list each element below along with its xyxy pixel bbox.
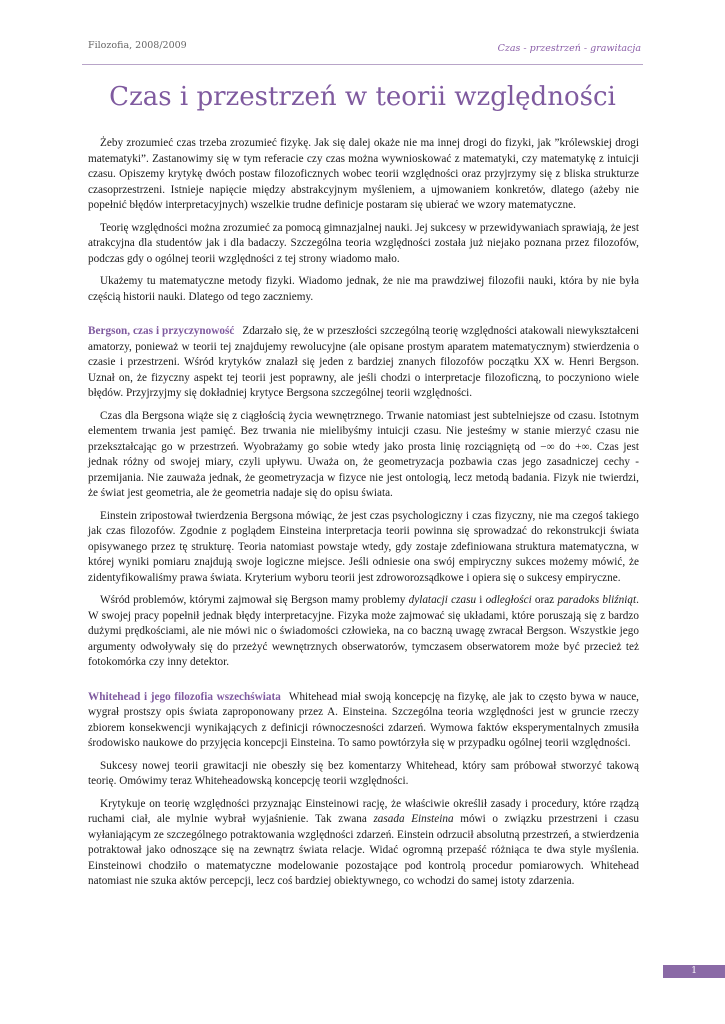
running-header-right: Czas - przestrzeń - grawitacja	[497, 43, 641, 54]
intro-paragraph-3: Ukażemy tu matematyczne metody fizyki. Wiadomo jednak, że nie ma prawdziwej filozofii nauki, która by nie była częścią historii nauki. Dlatego od tego zaczniemy.	[88, 275, 639, 303]
bergson-paragraph-3: Einstein zripostował twierdzenia Bergsona mówiąc, że jest czas psychologiczny i czas fizyczny, nie ma czegoś takiego jak czas filozofów. Zgodnie z poglądem Einsteina interpretacja teorii powinna się sprowadzać do rekonstrukcji świata opisywanego przez tę strukturę. Teoria natomiast powstaje wtedy, gdy zostaje zdefiniowana struktura matematyczna, w której wyniki pomiaru znajdują swoje logiczne miejsce. Jeśli odniesie ona swój empiryczny sukces możemy mówić, że zidentyfikowaliśmy prawa świata. Kryterium wyboru teorii jest zdroworozsądkowe i opiera się o sukcesy empiryczne.	[88, 509, 639, 584]
term-odleglosci: odległości	[485, 594, 532, 606]
section-bergson-lead-text: Zdarzało się, że w przeszłości szczególną teorię względności atakowali niewykształceni amatorzy, ponieważ w teorii tej znajdujemy rewolucyjne (ale opisane prostym aparatem matematycznym) stwierdzenia o czasie i przestrzeni. Wśród krytyków znalazł się jeden z bardziej znanych filozofów początku XX w. Henri Bergson. Uznał on, że fizyczny aspekt tej teorii jest poprawny, ale jeśli chodzi o interpretacje filozoficzną, to poczyniono wiele błędów. Przyjrzyjmy się dokładniej krytyce Bergsona szczególnej teorii względności.	[88, 325, 639, 399]
section-whitehead-lead-text: Whitehead miał swoją koncepcję na fizykę, ale jak to często bywa w nauce, wygrał prostszy opis świata zaproponowany przez A. Einsteina. Szczególna teoria względności jest w gruncie rzeczy zbiorem konsekwencji wynikających z definicji równoczesności zdarzeń. Wymowa faktów eksperymentalnych zmusiła środowisko naukowe do przyjęcia koncepcji Einsteina. To samo powtórzyła się w przypadku ogólnej teorii względności.	[88, 690, 639, 749]
section-whitehead-lead	[88, 690, 639, 752]
bergson-paragraph-4: Wśród problemów, którymi zajmował się Bergson mamy problemy dylatacji czasu i odległości oraz paradoks bliźniąt. W swojej pracy popełnił jednak błędy interpretacyjne. Fizyka może zajmować się układami, które poruszają się z bardzo dużymi prędkościami, ale nie mówi nic o świadomości człowieka, na co baczną uwagę zwracał Bergson. Wszystkie jego argumenty odwoływały się do przeżyć wewnętrznych obserwatorów, tymczasem obserwatorem może być przecież też fotokomórka czy inny detektor.	[88, 594, 639, 668]
running-header-left: Filozofia, 2008/2009	[88, 40, 187, 51]
document-title: Czas i przestrzeń w teorii względności	[109, 82, 616, 112]
section-bergson-lead	[88, 324, 639, 402]
bergson-paragraph-2: Czas dla Bergsona wiąże się z ciągłością życia wewnętrznego. Trwanie natomiast jest subtelniejsze od czasu. Istotnym elementem trwania jest pamięć. Bez trwania nie mielibyśmy intuicji czasu. Nie jesteśmy w stanie mierzyć czasu nie przekształcając go w przestrzeń. Wyobrażamy go sobie wtedy jako prosta linię rozciągniętą od −∞ do +∞. Czas jest jednak różny od swojej miary, czyli upływu. Uważa on, że geometryzacja pozbawia czas jego zasadniczej cechy - przemijania. Nie zauważa jednak, że geometryzacja w fizyce nie jest ontologią, lecz metodą badania. Fizyk nie twierdzi, że świat jest geometria, ale że geometria nadaje się do opisu świata.	[88, 409, 639, 499]
header-rule	[82, 64, 643, 65]
term-paradoks-blizniat: paradoks bliźniąt	[557, 594, 637, 606]
page-number: 1	[691, 966, 697, 976]
document-body	[88, 136, 639, 890]
whitehead-paragraph-2: Sukcesy nowej teorii grawitacji nie obeszły się bez komentarzy Whitehead, który sam próbował stworzyć takową teorię. Omówimy teraz Whiteheadowską koncepcję teorii względności.	[88, 759, 639, 787]
term-zasada-einsteina: zasada Einsteina	[373, 813, 454, 825]
intro-paragraph-1: Żeby zrozumieć czas trzeba zrozumieć fizykę. Jak się dalej okaże nie ma innej drogi do fizyki, jak ”królewskiej drogi matematyki”. Zastanowimy się w tym referacie czy czas można wywnioskować z matematyki, czy matematykę z intuicji czasu. Opiszemy krytykę dwóch postaw filozoficznych wobec teorii względności oraz przyjrzymy się z bliska strukturze czasoprzestrzeni. Istnieje napięcie między abstrakcyjnym myśleniem, a ujmowaniem konkretów, dlatego (ażeby nie popełnić błędów interpretacyjnych) wszelkie trudne definicje postaram się ubierać we wzory matematyczne.	[88, 137, 639, 211]
intro-paragraph-2: Teorię względności można zrozumieć za pomocą gimnazjalnej nauki. Jej sukcesy w przewidywaniach sprawiają, że jest atrakcyjna dla studentów jak i dla badaczy. Szczególna teoria względności została już niejako poznana przez filozofów, podczas gdy o ogólnej teorii względności z tej strony wiadomo mało.	[88, 221, 639, 265]
section-title-bergson: Bergson, czas i przyczynowość	[88, 325, 235, 337]
term-dylatacji-czasu: dylatacji czasu	[408, 594, 477, 606]
whitehead-paragraph-3: Krytykuje on teorię względności przyznając Einsteinowi rację, że właściwie określił zasady i procedury, które rządzą ruchami ciał, ale mylnie wybrał wyjaśnienie. Tak zwana zasada Einsteina mówi o związku przestrzeni i czasu wyłaniającym ze szczególnego potraktowania względności zdarzeń. Einstein odrzucił absolutną przestrzeń, a stwierdzenia potraktował jako odnoszące się na zewnątrz świata relacje. Widać ogromną przepaść różniąca te dwa style myślenia. Einsteinowi chodziło o matematyczne modelowanie pozostające pod kontrolą procedur pomiarowych. Whitehead natomiast nie szuka aktów percepcji, lecz coś bardziej obiektywnego, co wchodzi do samej istoty zdarzenia.	[88, 797, 639, 887]
section-title-whitehead: Whitehead i jego filozofia wszechświata	[88, 690, 281, 703]
